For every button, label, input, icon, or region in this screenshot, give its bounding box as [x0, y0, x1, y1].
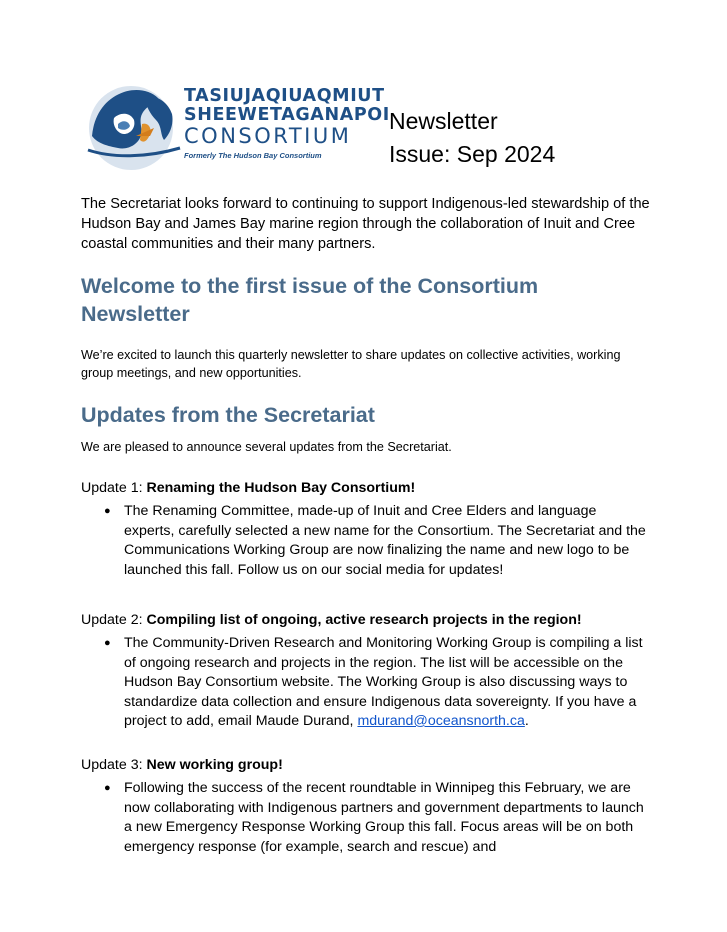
logo-line-3: CONSORTIUM — [184, 124, 352, 148]
update-3-text: Following the success of the recent roundtable in Winnipeg this February, we are now collaborating with Indigenous partners and government departments to launch a new Emergency Response Working Group this fall. Focus areas will be on both emergency response (for example, search and rescue) and — [124, 780, 644, 855]
update-2-label: Update 2: — [81, 612, 147, 628]
update-1-text: The Renaming Committee, made-up of Inuit and Cree Elders and language experts, carefully selected a new name for the Consortium. The Secretariat and the Communications Working Group are now finalizing the name and new logo to be launched this fall. Follow us on our social media for updates! — [124, 503, 646, 578]
logo-line-1: TASIUJAQIUAQMIUT — [184, 86, 385, 106]
bullet-icon: ● — [104, 782, 111, 794]
bullet-icon: ● — [104, 505, 111, 517]
update-3-name: New working group! — [146, 757, 283, 773]
welcome-heading: Welcome to the first issue of the Consortium Newsletter — [81, 274, 539, 326]
newsletter-title: Newsletter — [389, 108, 498, 134]
update-2-text — [124, 634, 649, 732]
consortium-logo — [84, 84, 390, 170]
intro-paragraph: The Secretariat looks forward to continuing to support Indigenous-led stewardship of the Hudson Bay and James Bay marine region through the collaboration of Inuit and Cree coastal communities and their many partners. — [81, 196, 650, 252]
update-1-title — [81, 480, 415, 496]
bullet-icon: ● — [104, 637, 111, 649]
update-3-label: Update 3: — [81, 757, 147, 773]
update-2-title — [81, 612, 582, 628]
update-1-name: Renaming the Hudson Bay Consortium! — [146, 480, 416, 496]
update-1-label: Update 1: — [81, 480, 147, 496]
update-2-period: . — [524, 713, 529, 729]
update-2-name: Compiling list of ongoing, active research projects in the region! — [146, 612, 582, 628]
logo-formerly — [184, 151, 322, 160]
logo-formerly-name: The Hudson Bay Consortium — [216, 151, 322, 160]
logo-formerly-label: Formerly — [184, 151, 217, 160]
update-3-title — [81, 757, 283, 773]
map-emblem-icon — [84, 84, 184, 170]
updates-heading: Updates from the Secretariat — [81, 403, 375, 427]
update-2-body: The Community-Driven Research and Monitoring Working Group is compiling a list of ongoing research and projects in the region. The list will be accessible on the Hudson Bay Consortium website. The Working Group is also discussing ways to standardize data collection and ensure Indigenous data sovereignty. If you have a project to add, email Maude Durand, — [124, 635, 643, 729]
welcome-paragraph: We’re excited to launch this quarterly newsletter to share updates on collective activities, working group meetings, and new opportunities. — [81, 348, 621, 380]
logo-line-2: SHEEWETAGANAPOI — [184, 105, 390, 125]
issue-date: Issue: Sep 2024 — [389, 141, 556, 167]
updates-intro: We are pleased to announce several updates from the Secretariat. — [81, 440, 452, 454]
email-link[interactable]: mdurand@oceansnorth.ca — [357, 713, 525, 729]
